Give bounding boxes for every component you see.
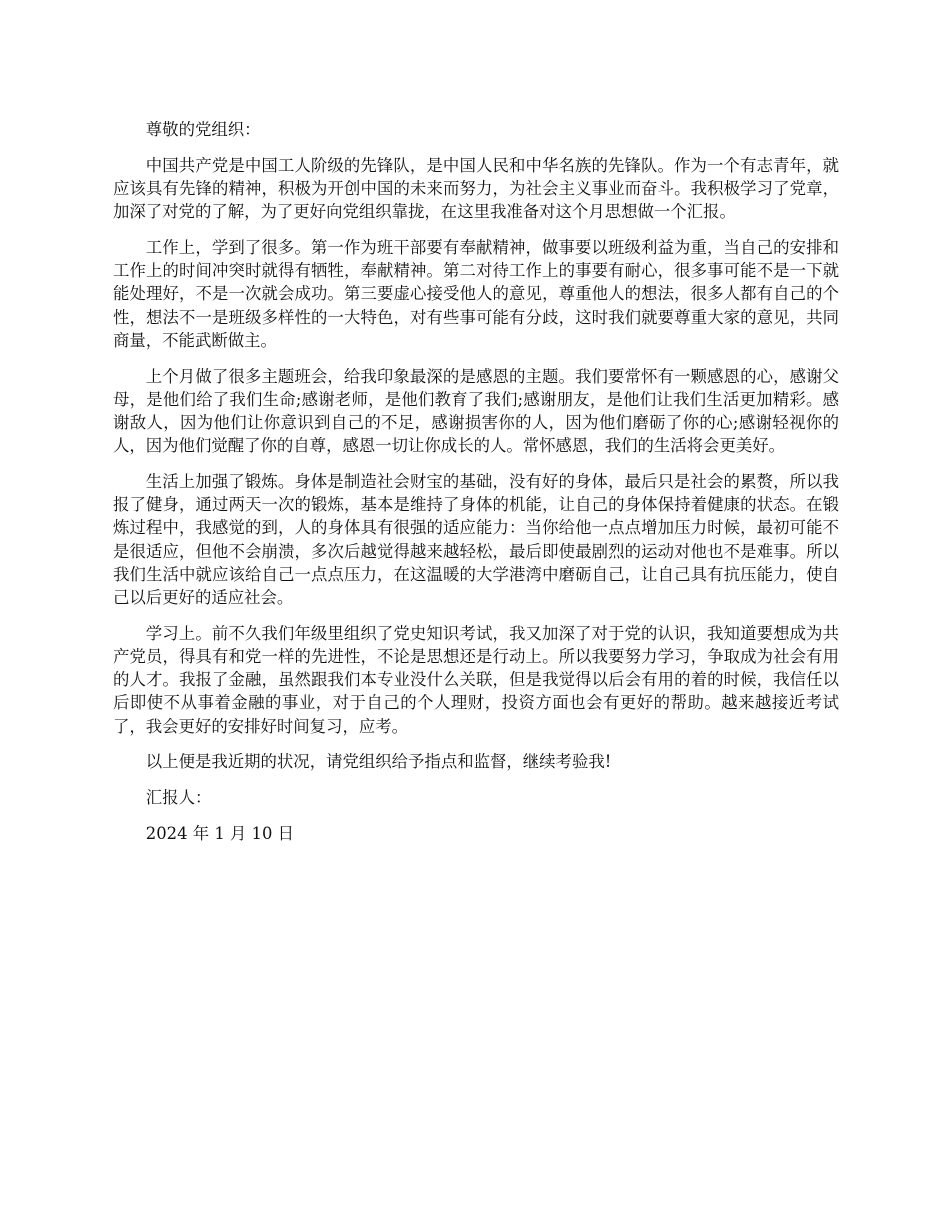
report-date: 2024 年 1 月 10 日 [145,824,295,844]
salutation: 尊敬的党组织： [145,120,261,139]
paragraph-work: 工作上，学到了很多。第一作为班干部要有奉献精神，做事要以班级利益为重，当自己的安排和工作上的时间冲突时就得有牺牲，奉献精神。第二对待工作上的事要有耐心，很多事可能不是一下就能处理好，不是一次就会成功。第三要虚心接受他人的意见，尊重他人的想法，很多人都有自己的个性，想法不一是班级多样性的一大特色，对有些事可能有分歧，这时我们就要尊重大家的意见，共同商量，不能武断做主。 [113,238,839,350]
paragraph-closing: 以上便是我近期的状况，请党组织给予指点和监督，继续考验我! [145,752,612,772]
reporter-label: 汇报人： [145,788,212,808]
paragraph-study: 学习上。前不久我们年级里组织了党史知识考试，我又加深了对于党的认识，我知道要想成为共产党员，得具有和党一样的先进性，不论是思想还是行动上。所以我要努力学习，争取成为社会有用的人才。我报了金融，虽然跟我们本专业没什么关联，但是我觉得以后会有用的着的时候，我信任以后即使不从事着金融的事业，对于自己的个人理财，投资方面也会有更好的帮助。越来越接近考试了，我会更好的安排好时间复习，应考。 [113,623,839,736]
paragraph-party-intro: 中国共产党是中国工人阶级的先锋队，是中国人民和中华名族的先锋队。作为一个有志青年，就应该具有先锋的精神，积极为开创中国的未来而努力，为社会主义事业而奋斗。我积极学习了党章，加深了对党的了解，为了更好向党组织靠拢，在这里我准备对这个月思想做一个汇报。 [113,155,839,222]
paragraph-gratitude: 上个月做了很多主题班会，给我印象最深的是感恩的主题。我们要常怀有一颗感恩的心，感谢父母，是他们给了我们生命;感谢老师，是他们教育了我们;感谢朋友，是他们让我们生活更加精彩。感谢敌人，因为他们让你意识到自己的不足，感谢损害你的人，因为他们磨砺了你的心;感谢轻视你的人，因为他们觉醒了你的自尊，感恩一切让你成长的人。常怀感恩，我们的生活将会更美好。 [113,366,839,456]
paragraph-exercise: 生活上加强了锻炼。身体是制造社会财宝的基础，没有好的身体，最后只是社会的累赘，所以我报了健身，通过两天一次的锻炼，基本是维持了身体的机能，让自己的身体保持着健康的状态。在锻炼过程中，我感觉的到，人的身体具有很强的适应能力：当你给他一点点增加压力时候，最初可能不是很适应，但他不会崩溃，多次后越觉得越来越轻松，最后即使最剧烈的运动对他也不是难事。所以我们生活中就应该给自己一点点压力，在这温暖的大学港湾中磨砺自己，让自己具有抗压能力，使自己以后更好的适应社会。 [113,472,839,608]
document-page [113,118,839,858]
